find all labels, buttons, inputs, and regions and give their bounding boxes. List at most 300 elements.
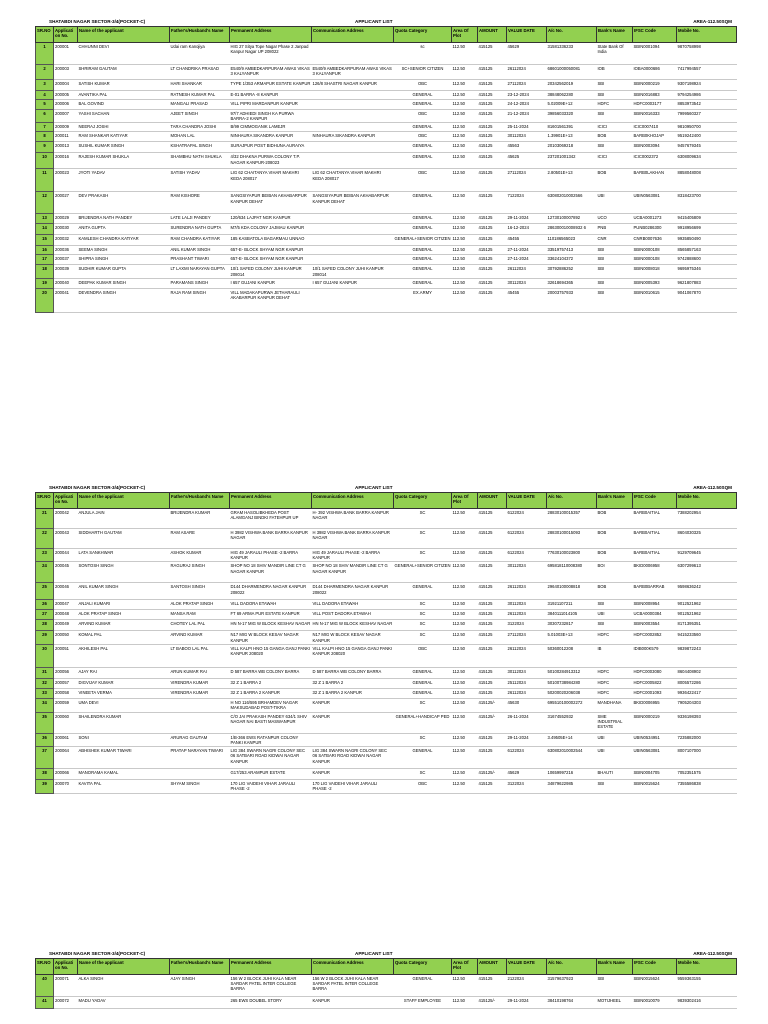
quota-category-cell: GENERAL	[394, 100, 452, 110]
sr-no-cell: 30	[36, 644, 54, 667]
ifsc-code-cell: HDFC0001093	[633, 688, 677, 698]
sr-no-cell: 9	[36, 142, 54, 153]
ifsc-code-cell: SBIN0000108	[633, 255, 677, 265]
value-date-cell: 26112024	[507, 583, 547, 600]
bank-name-cell: IB	[597, 644, 633, 667]
applicant-name-cell: JYOTI YADAV	[78, 169, 170, 192]
quota-category-cell: SC	[394, 610, 452, 620]
father-name-cell: SHYAM SINGH	[170, 780, 230, 793]
bank-name-cell: UBI	[597, 747, 633, 769]
table-row	[36, 769, 737, 780]
value-date-cell: 45455	[507, 235, 547, 246]
father-name-cell: HARI SHANKAR	[170, 80, 230, 91]
bank-name-cell: HDFC	[597, 688, 633, 698]
table-row	[36, 278, 737, 288]
header-applicant-name: Name of the applicant	[78, 493, 170, 509]
plot-area-cell: 112.50	[452, 123, 478, 132]
permanent-address-cell: 10/1 SAFED COLONY JUHI KANPUR 208014	[230, 265, 312, 278]
mobile-no-cell: 8007107000	[677, 747, 737, 769]
communication-address-cell	[312, 123, 394, 132]
ifsc-code-cell: SBIN0000108	[633, 246, 677, 255]
mobile-no-cell: 9918956699	[677, 224, 737, 235]
value-date-cell: 6122024	[507, 509, 547, 529]
father-name-cell: RAGURAJ SINGH	[170, 562, 230, 583]
mobile-no-cell: 9336198393	[677, 712, 737, 733]
father-name-cell	[170, 997, 230, 1009]
applicant-name-cell: CHHUNNI DEVI	[78, 43, 170, 65]
header-amount: AMOUNT	[478, 959, 507, 975]
ifsc-code-cell: BKID0006955	[633, 698, 677, 712]
mobile-no-cell: 7999560327	[677, 110, 737, 123]
communication-address-cell: 32 Z 1 BARRA 2	[312, 678, 394, 688]
communication-address-cell	[312, 733, 394, 746]
amount-cell: 415125	[478, 80, 507, 91]
mobile-no-cell: 9810950700	[677, 123, 737, 132]
table-header-row	[36, 493, 737, 509]
quota-category-cell: GENERAL	[394, 688, 452, 698]
plot-area-cell: 112.50	[452, 278, 478, 288]
mobile-no-cell: 7355586838	[677, 780, 737, 793]
communication-address-cell: I 657 GUJANI KANPUR	[312, 278, 394, 288]
sr-no-cell: 8	[36, 132, 54, 142]
table-row	[36, 80, 737, 91]
applicant-name-cell: SONTOSH SINGH	[78, 562, 170, 583]
ifsc-code-cell: BARB0LAKHAN	[633, 169, 677, 192]
ifsc-code-cell: SBIN0000219	[633, 80, 677, 91]
plot-area-cell: 112.50	[452, 644, 478, 667]
communication-address-cell: 126/8 SHASTRI NAGAR KANPUR	[312, 80, 394, 91]
bank-name-cell: BOB	[597, 169, 633, 192]
application-no-cell: 200029	[54, 214, 78, 224]
applicant-list-sheet-2	[35, 484, 736, 794]
mobile-no-cell: 8318423700	[677, 192, 737, 214]
table-row	[36, 100, 737, 110]
plot-area-cell: 112.50	[452, 288, 478, 312]
applicant-name-cell: RAJESH KUMAR SHUKLA	[78, 153, 170, 169]
applicant-name-cell: MADU YADAV	[78, 997, 170, 1009]
father-name-cell	[170, 769, 230, 780]
plot-area-cell: 112.50	[452, 91, 478, 100]
permanent-address-cell: 120/634 LAJPAT NGR KANPUR	[230, 214, 312, 224]
permanent-address-cell: I 657 GUJANI KANPUR	[230, 278, 312, 288]
table-header-row	[36, 959, 737, 975]
account-no-cell: 81601561391	[547, 123, 597, 132]
bank-name-cell: State Bank Of India	[597, 43, 633, 65]
table-row	[36, 142, 737, 153]
application-no-cell: 200043	[54, 529, 78, 549]
value-date-cell: 29-11-2024	[507, 997, 547, 1009]
quota-category-cell: GENERAL	[394, 192, 452, 214]
account-no-cell: 10659997216	[547, 769, 597, 780]
amount-cell: 415125	[478, 169, 507, 192]
plot-area-cell: 112.50	[452, 265, 478, 278]
account-no-cell: 20103069218	[547, 142, 597, 153]
application-no-cell: 200007	[54, 110, 78, 123]
mobile-no-cell: 9621807883	[677, 278, 737, 288]
ifsc-code-cell: BARB0AITIAL	[633, 509, 677, 529]
ifsc-code-cell: ICIC0002372	[633, 153, 677, 169]
table-row	[36, 123, 737, 132]
table-row	[36, 235, 737, 246]
father-name-cell: PRASHANT TIWARI	[170, 255, 230, 265]
ifsc-code-cell: HDFC0003177	[633, 100, 677, 110]
header-father-name: Father's/Husband's Name	[170, 493, 230, 509]
applicant-name-cell: LATA SANKHWAR	[78, 549, 170, 562]
communication-address-cell: 32 Z 1 BARRA 2 KANPUR	[312, 688, 394, 698]
bank-name-cell: HDFC	[597, 667, 633, 678]
bank-name-cell: BOB	[597, 583, 633, 600]
plot-area-cell: 112.50	[452, 631, 478, 644]
header-value-date: VALUE DATE	[507, 493, 547, 509]
applicant-table	[35, 26, 737, 313]
bank-name-cell: SBI	[597, 975, 633, 997]
plot-area-cell: 112.50	[452, 975, 478, 997]
application-no-cell: 200009	[54, 123, 78, 132]
ifsc-code-cell: SBIN0001094	[633, 43, 677, 65]
quota-category-cell: SC	[394, 631, 452, 644]
bank-name-cell: HDFC	[597, 631, 633, 644]
ifsc-code-cell: SBIN0004705	[633, 769, 677, 780]
application-no-cell: 200006	[54, 100, 78, 110]
permanent-address-cell: NINHAURA SIKANDRA KANPUR	[230, 132, 312, 142]
bank-name-cell: BOB	[597, 509, 633, 529]
account-no-cell: 695510100002272	[547, 698, 597, 712]
quota-category-cell: SC	[394, 509, 452, 529]
application-no-cell: 200051	[54, 644, 78, 667]
value-date-cell: 25-11-2024	[507, 123, 547, 132]
amount-cell: 415125	[478, 583, 507, 600]
amount-cell: 415125	[478, 549, 507, 562]
mobile-no-cell: 7052351575	[677, 769, 737, 780]
mobile-no-cell: 9794254986	[677, 91, 737, 100]
bank-name-cell: ICICI	[597, 153, 633, 169]
amount-cell: 415125	[478, 288, 507, 312]
quota-category-cell: GENERAL	[394, 265, 452, 278]
communication-address-cell: H- 392 VISHWA BANK BARRA KANPUR NAGAR	[312, 509, 394, 529]
value-date-cell: 45563	[507, 142, 547, 153]
table-row	[36, 265, 737, 278]
account-no-cell: 30792886252	[547, 265, 597, 278]
permanent-address-cell: VILL MADAKAPURWA JETHARAULI AKABARPUR KANPUR DEHAT	[230, 288, 312, 312]
bank-name-cell: CNR	[597, 235, 633, 246]
applicant-name-cell: SHRIRAM GAUTAM	[78, 65, 170, 80]
bank-name-cell: IOB	[597, 65, 633, 80]
application-no-cell: 200013	[54, 142, 78, 153]
bank-name-cell: PNB	[597, 224, 633, 235]
sr-no-cell: 6	[36, 110, 54, 123]
applicant-name-cell: MANORAMA KAMAL	[78, 769, 170, 780]
communication-address-cell: KANPUR	[312, 997, 394, 1009]
bank-name-cell: SBI	[597, 142, 633, 153]
header-account-no: A/c No.	[547, 493, 597, 509]
mobile-no-cell: 6308009634	[677, 153, 737, 169]
bank-name-cell: SBI	[597, 780, 633, 793]
father-name-cell: ARURAG GAUTAM	[170, 733, 230, 746]
communication-address-cell: SANGSIYAPUR BEIBAN AKHABARPUR KANPUR DEHAT	[312, 192, 394, 214]
quota-category-cell: STAFF EMPLOYEE	[394, 997, 452, 1009]
sr-no-cell: 40	[36, 975, 54, 997]
permanent-address-cell: B/99 CIMMOGANIK LAMEJR	[230, 123, 312, 132]
sr-no-cell: 35	[36, 712, 54, 733]
permanent-address-cell: HIG 49 JARAULI PHASE -2 BARRA KANPUR	[230, 549, 312, 562]
amount-cell: 415125	[478, 255, 507, 265]
ifsc-code-cell: SBIN0003554	[633, 620, 677, 631]
amount-cell: 415125	[478, 192, 507, 214]
amount-cell: 415125	[478, 600, 507, 610]
header-plot-area: Area Of Plot	[452, 27, 478, 43]
quota-category-cell: GENERAL	[394, 975, 452, 997]
plot-area-cell: 112.50	[452, 769, 478, 780]
application-no-cell: 200044	[54, 549, 78, 562]
mobile-no-cell: 9742888600	[677, 255, 737, 265]
value-date-cell: 27-11-2024	[507, 255, 547, 265]
application-no-cell: 200004	[54, 80, 78, 91]
bank-name-cell: SBI	[597, 255, 633, 265]
account-no-cell: 3840111014105	[547, 610, 597, 620]
permanent-address-cell: FT 69 ARMA PUR ESTATE KANPUR	[230, 610, 312, 620]
amount-cell: 415125	[478, 278, 507, 288]
header-applicant-name: Name of the applicant	[78, 959, 170, 975]
plot-area-cell: 112.50	[452, 255, 478, 265]
communication-address-cell: 156 W 2 BLOCK JUHI KALA NEAR SARDAR PATEL INTER COLLEGE BARRA	[312, 975, 394, 997]
ifsc-code-cell: SBIN0005393	[633, 278, 677, 288]
permanent-address-cell: 156 W 2 BLOCK JUHI KALA NEAR SARDAR PATEL INTER COLLEGE BARRA	[230, 975, 312, 997]
communication-address-cell: HIG 49 JARAULI PHASE -2 BARRA KANPUR	[312, 549, 394, 562]
account-no-cell: 38848062280	[547, 91, 597, 100]
ifsc-code-cell: BARB0KHOJAP	[633, 132, 677, 142]
permanent-address-cell: 32 Z 1 BARRA 2	[230, 678, 312, 688]
ifsc-code-cell: IDIB000K579	[633, 644, 677, 667]
table-row	[36, 288, 737, 312]
sheet-title: SHATABDI NAGAR SECTOR-3/4(POCKET-C)	[49, 19, 146, 24]
permanent-address-cell: HIG 27 Sitya Tope Nagar Phase 2 Janpad Kanpur Nagar UP 208022	[230, 43, 312, 65]
table-row	[36, 975, 737, 997]
account-no-cell: 20003757933	[547, 288, 597, 312]
account-no-cell: 50100738984280	[547, 678, 597, 688]
sr-no-cell: 1	[36, 43, 54, 65]
ifsc-code-cell: SBIN0016333	[633, 110, 677, 123]
permanent-address-cell: 4/32 DHAKNA PURWA COLONY T.P. NAGAR KANPUR-208023	[230, 153, 312, 169]
ifsc-code-cell: SBIN0008018	[633, 265, 677, 278]
header-quota-category: Quota Category	[394, 27, 452, 43]
table-row	[36, 631, 737, 644]
applicant-name-cell: DEVENDRA SINGH	[78, 288, 170, 312]
amount-cell: 415125	[478, 214, 507, 224]
communication-address-cell: VILL POST DADORA ETAWAH	[312, 610, 394, 620]
value-date-cell: 24-12-2024	[507, 100, 547, 110]
quota-category-cell: SC	[394, 529, 452, 549]
ifsc-code-cell: UBIN0563081	[633, 747, 677, 769]
communication-address-cell: VILL KALPI HNO 15 GANGA GANJ PANKI KANPUR 208020	[312, 644, 394, 667]
application-no-cell: 200045	[54, 562, 78, 583]
plot-area-cell: 112.50	[452, 100, 478, 110]
mobile-no-cell: 6307299613	[677, 562, 737, 583]
table-row	[36, 43, 737, 65]
header-communication-address: Communication Address	[312, 959, 394, 975]
ifsc-code-cell: BARB0AITIAL	[633, 549, 677, 562]
amount-cell: 415125	[478, 123, 507, 132]
applicant-table	[35, 958, 737, 1009]
bank-name-cell: BHAUTI	[597, 769, 633, 780]
table-row	[36, 255, 737, 265]
permanent-address-cell: H 3982 VISHWA BANK BARRA KANPUR NAGAR	[230, 529, 312, 549]
value-date-cell: 21-12-2024	[507, 110, 547, 123]
plot-area-cell: 112.50	[452, 620, 478, 631]
applicant-name-cell: AJAY RAI	[78, 667, 170, 678]
value-date-cell: 3122024	[507, 620, 547, 631]
value-date-cell: 26112024	[507, 688, 547, 698]
header-value-date: VALUE DATE	[507, 959, 547, 975]
sr-no-cell: 36	[36, 733, 54, 746]
applicant-name-cell: BAL GOVIND	[78, 100, 170, 110]
ifsc-code-cell: BARB0BARRAB	[633, 583, 677, 600]
application-no-cell: 200071	[54, 975, 78, 997]
mobile-no-cell: 9870758998	[677, 43, 737, 65]
father-name-cell: ARUN KUMAR RAI	[170, 667, 230, 678]
application-no-cell: 200042	[54, 509, 78, 529]
father-name-cell: VIRENDRA KUMAR	[170, 688, 230, 698]
communication-address-cell: 170 LIG VAIDEHI VIHAR JARAULI PHASE -2	[312, 780, 394, 793]
permanent-address-cell: 657-E- BLOCK SHYAM NGR KANPUR	[230, 255, 312, 265]
father-name-cell: ALOK PRATAP SINGH	[170, 600, 230, 610]
communication-address-cell: NINHAURA SIKANDRA KANPUR	[312, 132, 394, 142]
amount-cell: 415125	[478, 780, 507, 793]
communication-address-cell: HN N-17 MIG W BLOCK KESHAV NAGAR	[312, 620, 394, 631]
amount-cell: 415125	[478, 610, 507, 620]
plot-area-cell: 112.50	[452, 235, 478, 246]
table-row	[36, 91, 737, 100]
sr-no-cell: 2	[36, 65, 54, 80]
application-no-cell: 200050	[54, 631, 78, 644]
application-no-cell: 200048	[54, 610, 78, 620]
table-row	[36, 644, 737, 667]
sr-no-cell: 31	[36, 667, 54, 678]
ifsc-code-cell: UCBA0000384	[633, 610, 677, 620]
communication-address-cell: LIG 384 SWARN NAGRI COLONY SEC 06 SATBARI ROAD KIDWAI NAGAR KANPUR	[312, 747, 394, 769]
mobile-no-cell: 9307198924	[677, 80, 737, 91]
ifsc-code-cell: BKID0006958	[633, 562, 677, 583]
mobile-no-cell: 9457679345	[677, 142, 737, 153]
amount-cell: 415125	[478, 747, 507, 769]
account-no-cell: 31581336233	[547, 43, 597, 65]
amount-cell: 415125	[478, 100, 507, 110]
application-no-cell: 200064	[54, 747, 78, 769]
applicant-name-cell: RAM SHANKAR KATIYAR	[78, 132, 170, 142]
applicant-name-cell: DEEPAK KUMAR SINGH	[78, 278, 170, 288]
ifsc-code-cell: UCBA0001273	[633, 214, 677, 224]
plot-area-cell: 112.50	[452, 997, 478, 1009]
ifsc-code-cell: SBIN0000219	[633, 712, 677, 733]
mobile-no-cell: 7417994557	[677, 65, 737, 80]
header-communication-address: Communication Address	[312, 493, 394, 509]
sr-no-cell: 4	[36, 91, 54, 100]
amount-cell: 415125	[478, 509, 507, 529]
application-no-cell: 200057	[54, 678, 78, 688]
quota-category-cell: GENERAL+HANDICAP PED	[394, 712, 452, 733]
permanent-address-cell: LIG 62 CHAITANYA VIHAR MAKHRI KEDA 208017	[230, 169, 312, 192]
plot-area-cell: 112.50	[452, 80, 478, 91]
ifsc-code-cell: SBIN0010079	[633, 997, 677, 1009]
application-no-cell: 200070	[54, 780, 78, 793]
amount-cell: 415125	[478, 733, 507, 746]
bank-name-cell: UBI	[597, 610, 633, 620]
plot-area-cell: 112.50	[452, 169, 478, 192]
permanent-address-cell: 32 Z 1 BARRA 2 KANPUR	[230, 688, 312, 698]
header-sr-no: SR.NO	[36, 493, 54, 509]
mobile-no-cell: 7235882000	[677, 733, 737, 746]
application-no-cell: 200032	[54, 235, 78, 246]
bank-name-cell: BOB	[597, 529, 633, 549]
list-title: APPLICANT LIST	[355, 19, 393, 24]
application-no-cell: 200016	[54, 153, 78, 169]
father-name-cell: ANIL KUMAR SINGH	[170, 246, 230, 255]
account-no-cell: 630802010002544	[547, 747, 597, 769]
mobile-no-cell: 9695975346	[677, 265, 737, 278]
header-application-no: Applicati on No.	[54, 493, 78, 509]
mobile-no-cell: 9935850490	[677, 235, 737, 246]
plot-area-cell: 112.50	[452, 549, 478, 562]
applicant-name-cell: KOMAL PAL	[78, 631, 170, 644]
sr-no-cell: 33	[36, 688, 54, 698]
quota-category-cell: SC	[394, 549, 452, 562]
account-no-cell: 38410198764	[547, 997, 597, 1009]
quota-category-cell: sc	[394, 43, 452, 65]
account-no-cell: 28830100015093	[547, 529, 597, 549]
communication-address-cell	[312, 43, 394, 65]
header-mobile-no: Mobile No.	[677, 959, 737, 975]
bank-name-cell: SBI	[597, 288, 633, 312]
table-row	[36, 562, 737, 583]
table-row	[36, 246, 737, 255]
permanent-address-cell: M7/5 KDA COLONY JAJMAU KANPUR	[230, 224, 312, 235]
amount-cell: 415125	[478, 562, 507, 583]
father-name-cell	[170, 712, 230, 733]
quota-category-cell: OBC	[394, 644, 452, 667]
quota-category-cell: GENERAL	[394, 142, 452, 153]
mobile-no-cell: 8858048008	[677, 169, 737, 192]
father-name-cell: LATE LALJI PANDEY	[170, 214, 230, 224]
table-row	[36, 678, 737, 688]
amount-cell: 415125	[478, 529, 507, 549]
account-no-cell: 5.01003E+13	[547, 631, 597, 644]
account-no-cell: 3.49505E+14	[547, 733, 597, 746]
plot-area-cell: 112.50	[452, 142, 478, 153]
permanent-address-cell: VILL DADORA ETAWAH	[230, 600, 312, 610]
quota-category-cell: GENERAL	[394, 747, 452, 769]
mobile-no-cell: 8853973542	[677, 100, 737, 110]
application-no-cell: 200041	[54, 288, 78, 312]
amount-cell: 415125	[478, 91, 507, 100]
header-sr-no: SR.NO	[36, 959, 54, 975]
father-name-cell: RATNESH KUMAR PAL	[170, 91, 230, 100]
sr-no-cell: 39	[36, 780, 54, 793]
permanent-address-cell: H NO 116/595 BRHAMDEV NAGAR MAKSUDABAD POST-TIKRA	[230, 698, 312, 712]
header-bank-name: Bank's Name	[597, 959, 633, 975]
communication-address-cell	[312, 100, 394, 110]
permanent-address-cell: VILL KALPI HNO 15 GANGA GANJ PANKI KANPUR 208020	[230, 644, 312, 667]
amount-cell: 415125	[478, 975, 507, 997]
area-label: AREA-112.50SQM	[693, 19, 732, 24]
quota-category-cell: SC	[394, 620, 452, 631]
account-no-cell: 68601000050081	[547, 65, 597, 80]
value-date-cell: 27112024	[507, 631, 547, 644]
plot-area-cell: 112.50	[452, 153, 478, 169]
plot-area-cell: 112.50	[452, 509, 478, 529]
table-row	[36, 509, 737, 529]
sr-no-cell: 32	[36, 678, 54, 688]
bank-name-cell: BOI	[597, 562, 633, 583]
ifsc-code-cell: HDFC0002852	[633, 631, 677, 644]
